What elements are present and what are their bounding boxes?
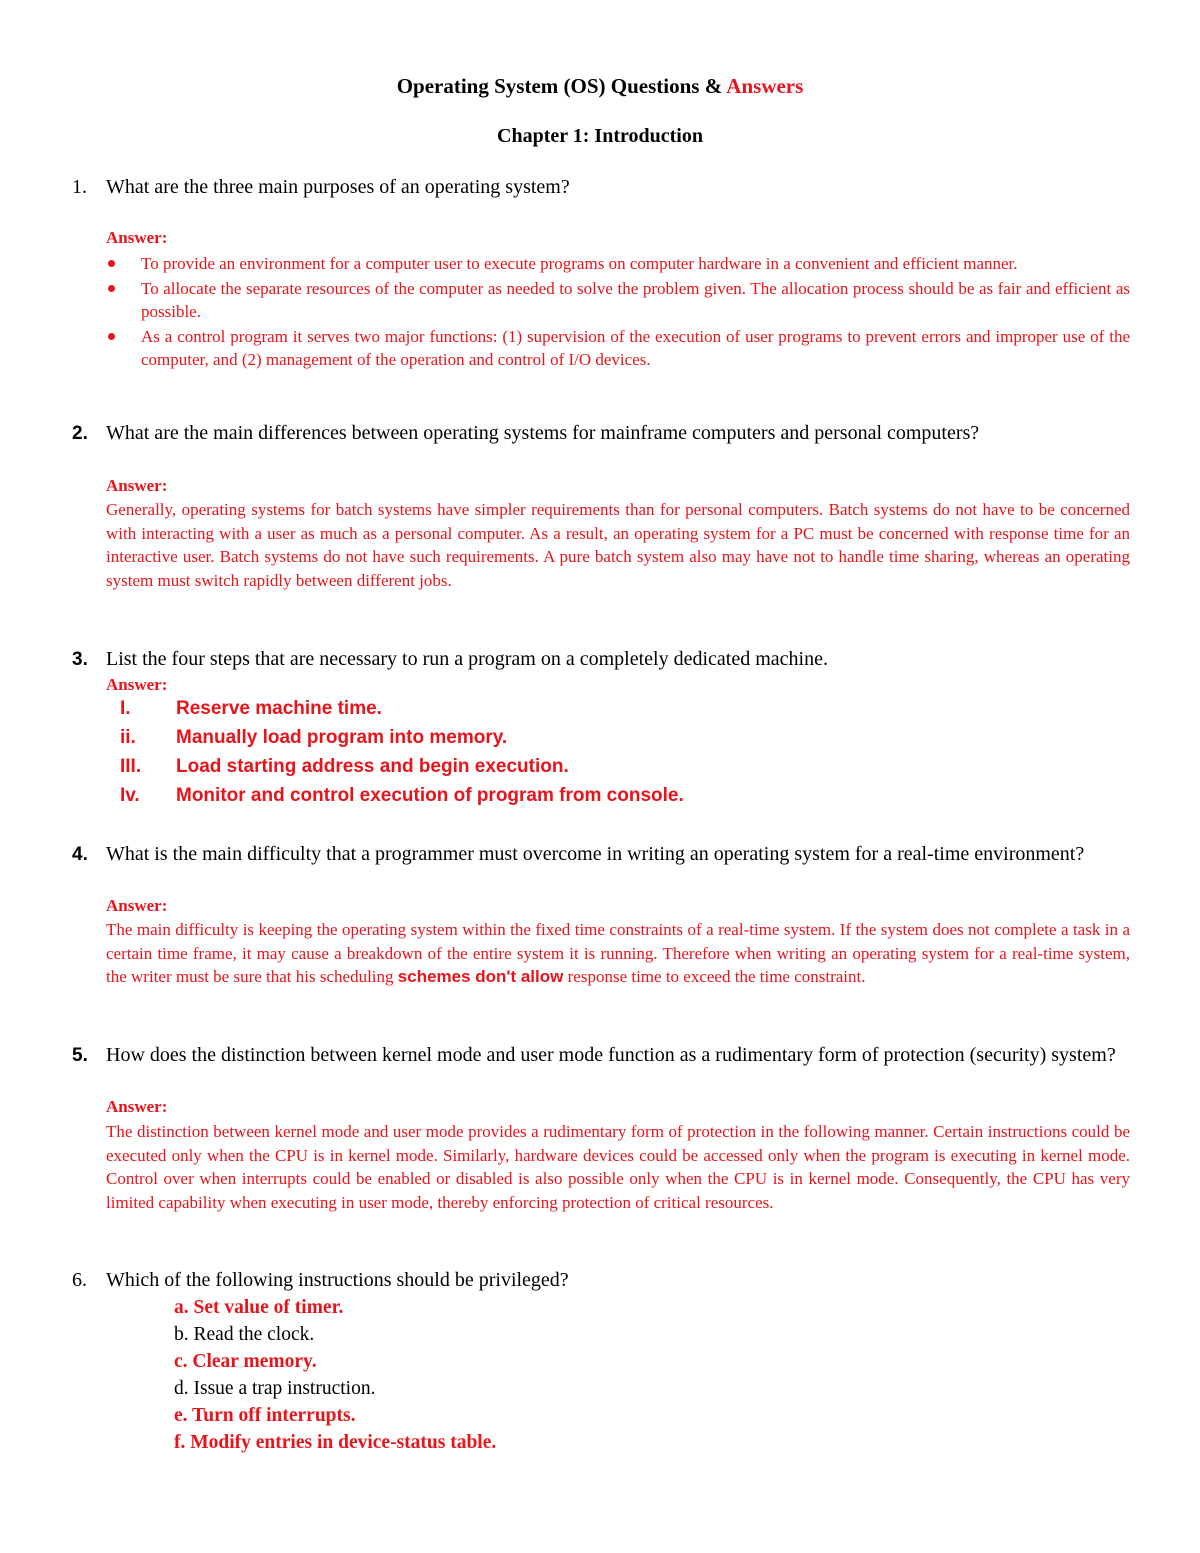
step-number: III. <box>120 756 142 777</box>
step-item <box>106 785 1006 814</box>
answer-label: Answer: <box>106 675 168 694</box>
bullet-icon <box>108 260 115 267</box>
step-text: Monitor and control execution of program from console. <box>176 785 684 806</box>
step-number: ii. <box>120 727 136 748</box>
question-number: 5. <box>72 1045 88 1066</box>
option-item: c. Clear memory. <box>174 1351 317 1372</box>
question-number: 1. <box>72 176 87 198</box>
question-number: 2. <box>72 423 88 444</box>
question-text: What are the main differences between operating systems for mainframe computers and personal computers? <box>106 422 980 444</box>
question-text: How does the distinction between kernel mode and user mode function as a rudimentary form of protection (security) system? <box>106 1044 1116 1066</box>
question-number: 3. <box>72 649 88 670</box>
answer-label: Answer: <box>106 1097 168 1116</box>
answer-label: Answer: <box>106 476 168 495</box>
question-text: Which of the following instructions should be privileged? <box>106 1269 569 1291</box>
document-title <box>0 74 1200 99</box>
step-item <box>106 698 1006 727</box>
question-text: What are the three main purposes of an operating system? <box>106 176 570 198</box>
option-list <box>174 1294 496 1456</box>
question-2 <box>72 420 1130 447</box>
option-item: d. Issue a trap instruction. <box>174 1378 376 1399</box>
answer-text: The distinction between kernel mode and user mode provides a rudimentary form of protection in the following manner. Certain instructions could be executed only when the CPU is in kernel mode. Similarly, hardware devices could be accessed only when the program is executing in kernel mode. Control over when interrupts could be enabled or disabled is also possible only when the CPU is in kernel mode. Consequently, the CPU has very limited capability when executing in user mode, thereby enforcing protection of critical resources. <box>106 1122 1130 1212</box>
chapter-heading: Chapter 1: Introduction <box>497 125 703 147</box>
question-text: List the four steps that are necessary to run a program on a completely dedicated machine. <box>106 648 828 670</box>
answer-label: Answer: <box>106 896 168 915</box>
bullet-icon <box>108 285 115 292</box>
option-item: e. Turn off interrupts. <box>174 1405 356 1426</box>
answer-bullet: As a control program it serves two major functions: (1) supervision of the execution of user programs to prevent errors and improper use of the computer, and (2) management of the operation and control of I/O devices. <box>106 325 1130 372</box>
answer-label: Answer: <box>106 228 168 247</box>
question-6 <box>72 1267 1130 1294</box>
question-4 <box>72 841 1130 868</box>
option-item: b. Read the clock. <box>174 1324 315 1345</box>
answer-text: The main difficulty is keeping the operating system within the fixed time constraints of a real-time system. If the system does not complete a task in a certain time frame, it may cause a breakdown of the entire system it is running. Therefore when writing an operating system for a real-time system, the writer must be sure that his scheduling schemes don't allow response time to exceed the time constraint. <box>106 920 1130 986</box>
step-item <box>106 727 1006 756</box>
step-item <box>106 756 1006 785</box>
title-main: Operating System (OS) Questions & <box>396 74 723 98</box>
question-number: 6. <box>72 1269 87 1291</box>
answer-bullet: To allocate the separate resources of the computer as needed to solve the problem given. The allocation process should be as fair and efficient as possible. <box>106 277 1130 324</box>
bullet-icon <box>108 333 115 340</box>
step-text: Manually load program into memory. <box>176 727 508 748</box>
question-5 <box>72 1042 1130 1069</box>
answer-bullet: To provide an environment for a computer user to execute programs on computer hardware in a convenient and efficient manner. <box>106 252 1130 276</box>
answer-text: Generally, operating systems for batch systems have simpler requirements than for personal computers. Batch systems do not have to be concerned with interacting with a user as much as a personal computer. As a result, an operating system for a PC must be concerned with response time for an interactive user. Batch systems do not have such requirements. A pure batch system also may have not to handle time sharing, whereas an operating system must switch rapidly between different jobs. <box>106 500 1130 590</box>
emphasized-text: schemes don't allow <box>397 967 564 986</box>
option-item: a. Set value of timer. <box>174 1297 344 1318</box>
answer-steps <box>106 698 1006 814</box>
question-1 <box>72 174 1130 201</box>
step-number: Iv. <box>120 785 140 806</box>
step-number: I. <box>120 698 131 719</box>
option-item: f. Modify entries in device-status table. <box>174 1432 497 1453</box>
step-text: Load starting address and begin execution. <box>176 756 569 777</box>
step-text: Reserve machine time. <box>176 698 382 719</box>
answer-bullet-list <box>106 252 1130 373</box>
question-3 <box>72 646 1130 673</box>
question-number: 4. <box>72 844 88 865</box>
title-accent: Answers <box>726 74 804 98</box>
question-text: What is the main difficulty that a programmer must overcome in writing an operating system for a real-time environment? <box>106 843 1085 865</box>
